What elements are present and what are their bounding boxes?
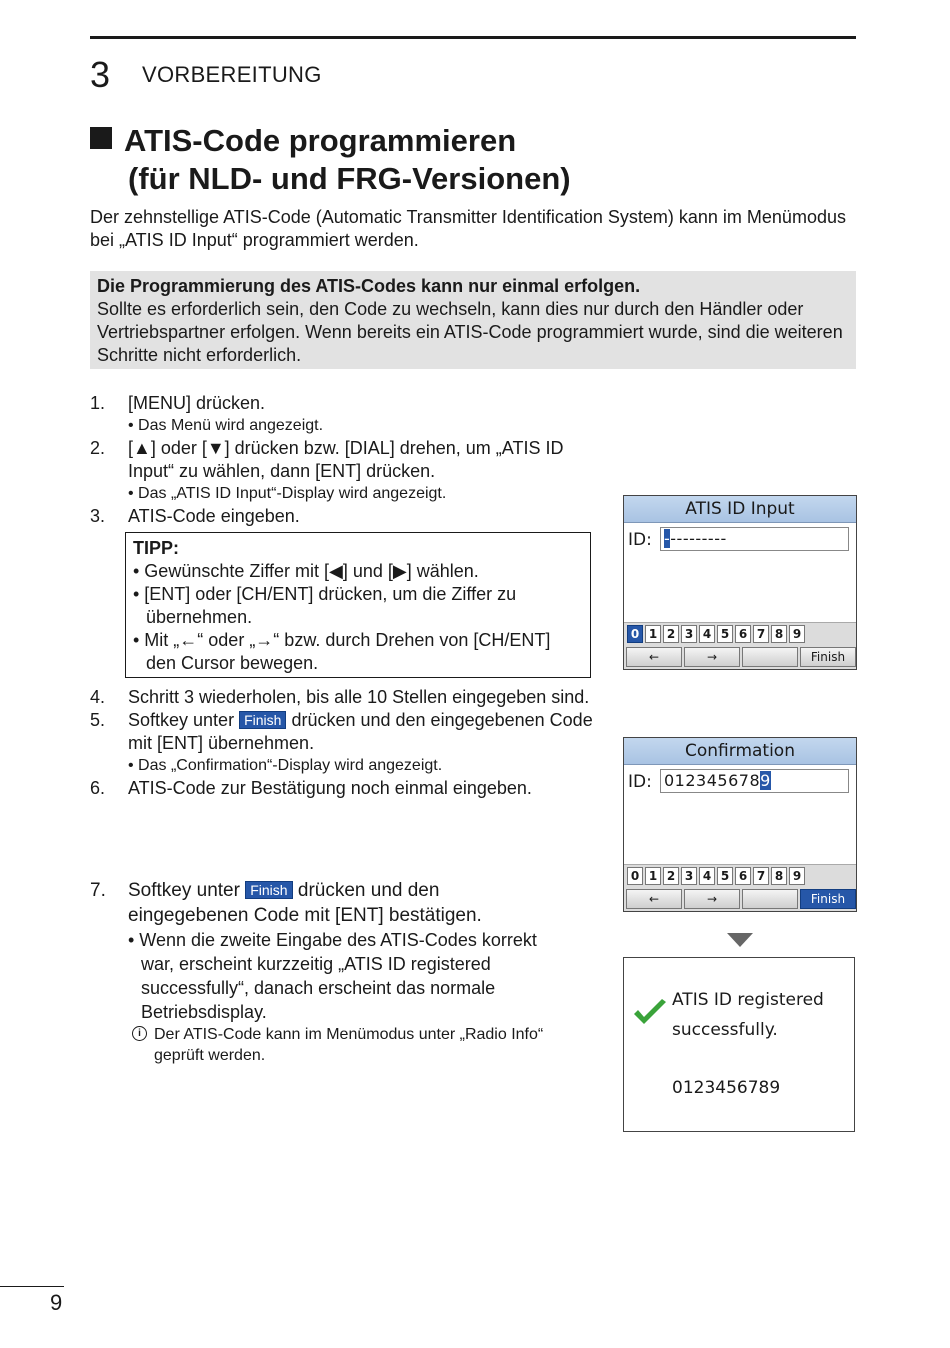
digit-key[interactable]: 6: [735, 867, 751, 885]
digit-key[interactable]: 0: [627, 867, 643, 885]
step-text: Softkey unter: [128, 710, 235, 730]
tip-box: [125, 532, 591, 678]
step-2: [90, 437, 600, 483]
digit-key[interactable]: 8: [771, 867, 787, 885]
info-icon: i: [132, 1026, 147, 1041]
digit-key[interactable]: 5: [717, 625, 733, 643]
softkey-area: [624, 864, 856, 911]
input-value: 012345678: [664, 771, 761, 790]
right-arrow-key[interactable]: →: [684, 647, 740, 667]
softkey-row: [626, 889, 856, 909]
square-bullet-icon: [90, 127, 112, 149]
digit-key[interactable]: 7: [753, 867, 769, 885]
finish-key[interactable]: Finish: [800, 889, 856, 909]
digit-key[interactable]: 6: [735, 625, 751, 643]
digit-row: [627, 867, 805, 885]
id-input[interactable]: [660, 527, 849, 551]
step-number: 7.: [90, 880, 106, 901]
digit-row: [627, 625, 805, 643]
step-1: [90, 392, 600, 415]
step-number: 3.: [90, 506, 106, 526]
digit-key[interactable]: 4: [699, 625, 715, 643]
step-number: 1.: [90, 393, 106, 413]
step-7-info: [90, 1024, 544, 1066]
input-cursor: 9: [760, 771, 771, 790]
digit-key[interactable]: 3: [681, 867, 697, 885]
registered-line1: ATIS ID registered: [672, 990, 824, 1010]
id-input[interactable]: [660, 769, 849, 793]
digit-key[interactable]: 4: [699, 867, 715, 885]
confirmation-screen: [623, 737, 857, 912]
digit-key[interactable]: 3: [681, 625, 697, 643]
left-arrow-key[interactable]: ←: [626, 647, 682, 667]
id-row: [624, 523, 856, 559]
step-number: 5.: [90, 710, 106, 730]
finish-badge: Finish: [239, 711, 286, 729]
step-6: [90, 777, 600, 800]
step-text: [MENU] drücken.: [128, 393, 266, 413]
digit-key[interactable]: 9: [789, 867, 805, 885]
id-label: ID:: [628, 772, 652, 792]
digit-key[interactable]: 8: [771, 625, 787, 643]
step-number: 4.: [90, 687, 106, 707]
input-cursor: -: [664, 529, 671, 548]
digit-key[interactable]: 7: [753, 625, 769, 643]
digit-key[interactable]: 1: [645, 625, 661, 643]
screen-title: Confirmation: [624, 738, 856, 765]
digit-key[interactable]: 9: [789, 625, 805, 643]
chapter-name: VORBEREITUNG: [142, 62, 322, 87]
finish-badge: Finish: [245, 881, 292, 899]
finish-key[interactable]: Finish: [800, 647, 856, 667]
chapter-number: 3: [90, 54, 111, 95]
step-2-sub: • Das „ATIS ID Input“-Display wird angezeigt.: [128, 485, 447, 502]
softkey-row: [626, 647, 856, 667]
top-rule: [90, 36, 856, 39]
step-7: [90, 878, 548, 928]
right-arrow-key[interactable]: →: [684, 889, 740, 909]
registered-line2: successfully.: [672, 1020, 778, 1040]
check-icon: [632, 998, 668, 1028]
info-text: Der ATIS-Code kann im Menümodus unter „Radio Info“ geprüft werden.: [154, 1026, 544, 1064]
digit-key[interactable]: 1: [645, 867, 661, 885]
registered-screen: [623, 957, 855, 1132]
step-5-sub: • Das „Confirmation“-Display wird angezeigt.: [128, 757, 443, 774]
digit-key[interactable]: 0: [627, 625, 643, 643]
id-label: ID:: [628, 530, 652, 550]
note-box: [90, 271, 856, 369]
digit-key[interactable]: 2: [663, 867, 679, 885]
step-1-sub: • Das Menü wird angezeigt.: [128, 417, 324, 434]
arrow-down-icon: [727, 933, 753, 947]
section-title: [90, 122, 571, 198]
tip-item: • [ENT] oder [CH/ENT] drücken, um die Ziffer zu übernehmen.: [133, 584, 517, 627]
id-row: [624, 765, 856, 801]
left-arrow-key[interactable]: ←: [626, 889, 682, 909]
step-text: Schritt 3 wiederholen, bis alle 10 Stellen eingegeben sind.: [128, 687, 590, 707]
step-number: 6.: [90, 778, 106, 798]
step-text: drücken und den eingegebenen Code mit [ENT] übernehmen.: [128, 710, 593, 753]
step-3: [90, 505, 600, 528]
tip-item: • Gewünschte Ziffer mit [◀] und [▶] wählen.: [133, 561, 479, 581]
digit-key[interactable]: 5: [717, 867, 733, 885]
blank-key[interactable]: [742, 647, 798, 667]
intro-paragraph: Der zehnstellige ATIS-Code (Automatic Transmitter Identification System) kann im Menümodus bei „ATIS ID Input“ programmiert werden.: [90, 207, 846, 250]
registered-code: 0123456789: [672, 1078, 781, 1098]
atis-input-screen: [623, 495, 857, 670]
section-title-line1: ATIS-Code programmieren: [124, 123, 517, 158]
step-text: ATIS-Code zur Bestätigung noch einmal eingeben.: [128, 778, 532, 798]
blank-key[interactable]: [742, 889, 798, 909]
step-4: [90, 686, 600, 709]
note-text: Sollte es erforderlich sein, den Code zu wechseln, kann dies nur durch den Händler oder Vertriebspartner erfolgen. Wenn bereits ein ATIS-Code programmiert wurde, sind die weiteren Schritte nicht erforderlich.: [97, 299, 843, 365]
step-text: [▲] oder [▼] drücken bzw. [DIAL] drehen, um „ATIS ID Input“ zu wählen, dann [ENT] drücken.: [128, 438, 564, 481]
note-bold: Die Programmierung des ATIS-Codes kann nur einmal erfolgen.: [97, 276, 641, 296]
step-text: ATIS-Code eingeben.: [128, 506, 300, 526]
tip-item: • Mit „←“ oder „→“ bzw. durch Drehen von [CH/ENT] den Cursor bewegen.: [133, 630, 551, 673]
softkey-area: [624, 622, 856, 669]
step-text: Softkey unter: [128, 880, 240, 901]
footer-rule: [0, 1286, 64, 1287]
tip-title: TIPP:: [133, 538, 180, 558]
step-text: drücken und den eingegebenen Code mit [ENT] bestätigen.: [128, 880, 482, 926]
digit-key[interactable]: 2: [663, 625, 679, 643]
step-7-sub: • Wenn die zweite Eingabe des ATIS-Codes korrekt war, erscheint kurzzeitig „ATIS ID registered successfully“, danach erscheint das normale Betriebsdisplay.: [128, 930, 537, 1022]
spacer: [90, 800, 600, 878]
section-title-line2: (für NLD- und FRG-Versionen): [128, 161, 571, 196]
steps-list: [90, 392, 600, 1066]
step-5: [90, 709, 600, 755]
screen-title: ATIS ID Input: [624, 496, 856, 523]
page-number: 9: [50, 1290, 63, 1315]
input-value: ---------: [670, 529, 727, 548]
step-number: 2.: [90, 438, 106, 458]
